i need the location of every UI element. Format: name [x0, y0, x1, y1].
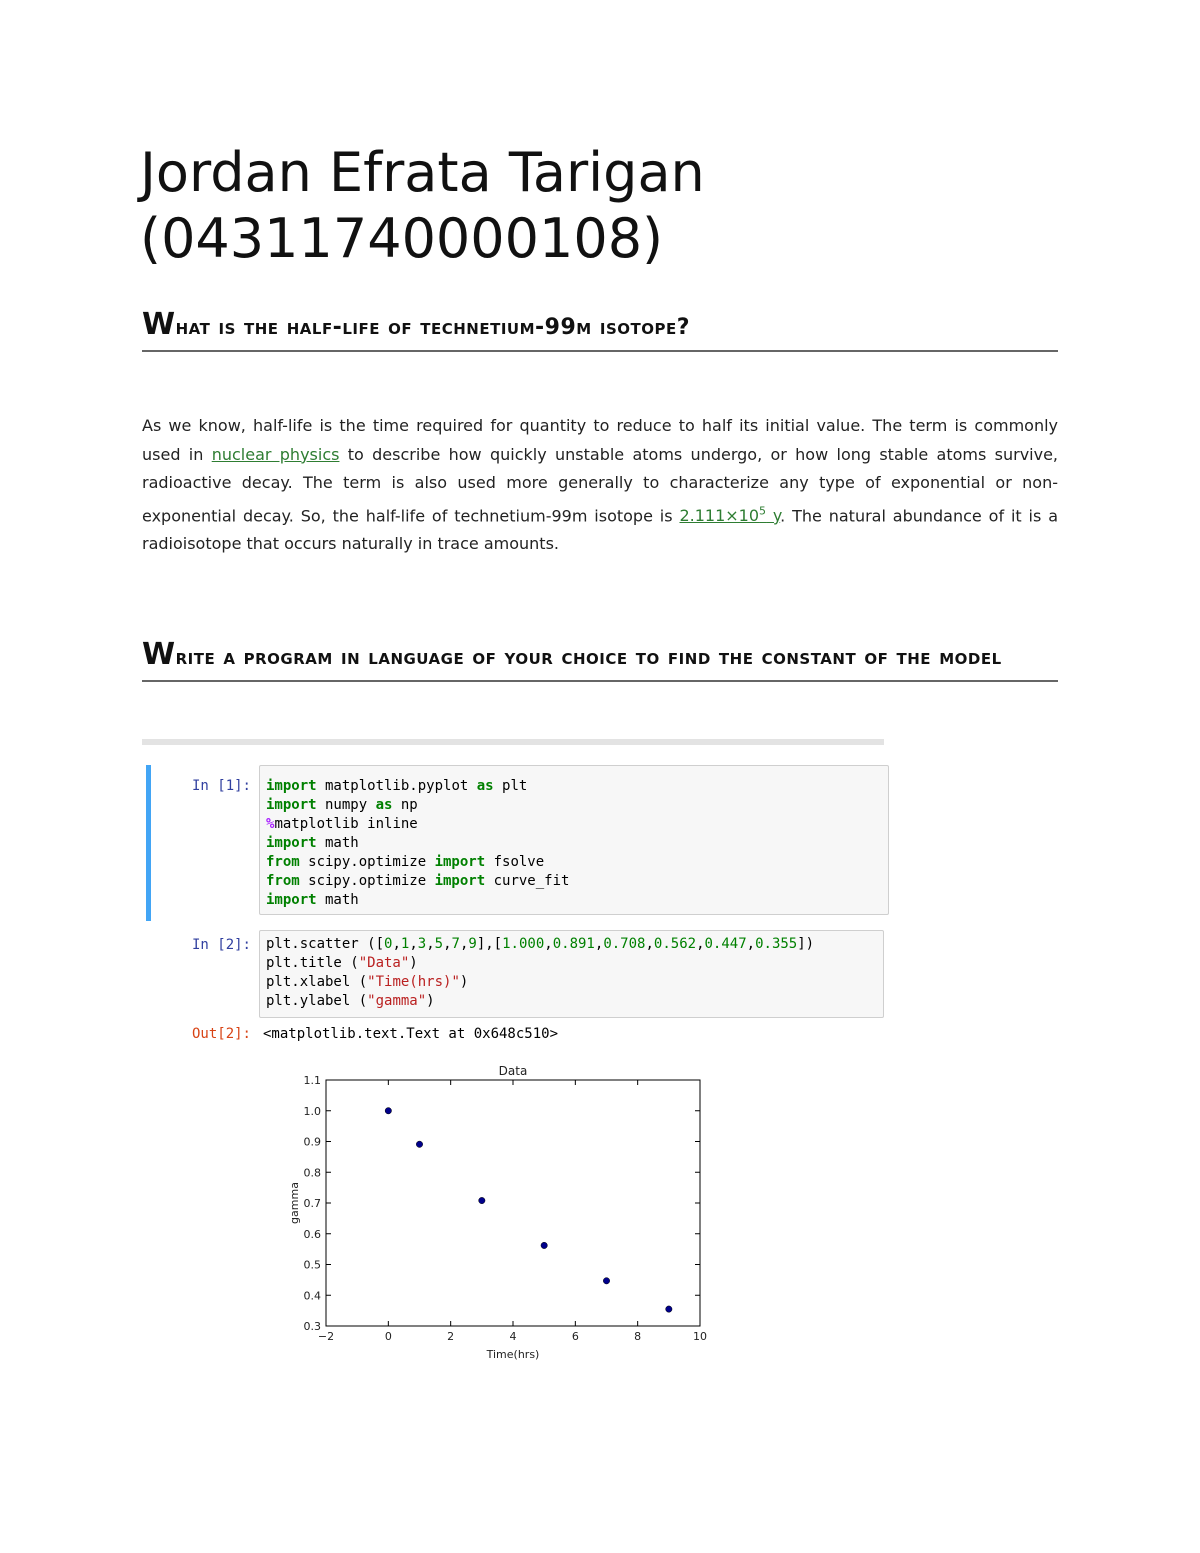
- y-tick-label: 0.6: [303, 1227, 321, 1241]
- code-line: plt.xlabel ("Time(hrs)"): [266, 974, 469, 990]
- x-axis-label: Time(hrs): [486, 1348, 540, 1361]
- section-heading-program: [142, 632, 1058, 682]
- heading-initial: W: [142, 307, 176, 342]
- code-line: %matplotlib inline: [266, 816, 418, 832]
- out-prompt: Out[2]:: [191, 1026, 251, 1042]
- plot-frame: [326, 1080, 700, 1326]
- data-point: [416, 1141, 422, 1147]
- section-heading-half-life: [142, 302, 1058, 352]
- exponent: 5: [759, 504, 767, 518]
- code-line: import math: [266, 892, 359, 908]
- code-input[interactable]: [259, 930, 884, 1018]
- half-life-value-link[interactable]: [679, 506, 780, 525]
- y-tick-label: 0.7: [303, 1197, 321, 1210]
- author-name: Jordan Efrata Tarigan: [140, 141, 705, 204]
- cell-prompt: In [1]:: [191, 778, 251, 794]
- x-tick-label: 8: [634, 1330, 642, 1343]
- half-life-value: 2.111×10: [679, 505, 760, 525]
- x-tick-label: 6: [571, 1330, 579, 1343]
- heading-text: hat is the half-life of technetium-99m isotope?: [175, 315, 690, 340]
- data-point: [603, 1278, 609, 1284]
- code-cell-2[interactable]: [146, 930, 884, 1018]
- code-line: import matplotlib.pyplot as plt: [266, 778, 528, 794]
- code-line: plt.scatter ([0,1,3,5,7,9],[1.000,0.891,0.708,0.562,0.447,0.355]): [266, 936, 815, 952]
- y-tick-label: 1.0: [303, 1104, 321, 1118]
- paragraph-text: . The natural abundance of it is a radioisotope that occurs naturally in trace amounts.: [142, 505, 1059, 554]
- code-line: plt.ylabel ("gamma"): [266, 993, 435, 1009]
- code-line: from scipy.optimize import curve_fit: [266, 873, 570, 889]
- document-title: [140, 140, 1060, 272]
- data-point: [385, 1108, 391, 1114]
- y-tick-label: 0.9: [303, 1135, 321, 1149]
- nuclear-physics-link[interactable]: nuclear physics: [211, 444, 340, 464]
- code-line: import math: [266, 835, 359, 851]
- y-tick-label: 0.4: [303, 1289, 321, 1303]
- data-point: [479, 1197, 485, 1203]
- y-tick-label: 0.3: [303, 1320, 321, 1333]
- heading-initial: W: [142, 637, 176, 672]
- x-tick-label: 2: [447, 1330, 455, 1343]
- y-tick-label: 1.1: [303, 1074, 321, 1087]
- chart-title: Data: [498, 1064, 528, 1078]
- output-cell-2: [146, 1025, 884, 1049]
- data-point: [541, 1242, 547, 1248]
- half-life-paragraph: [142, 412, 1058, 559]
- code-line: import numpy as np: [266, 797, 418, 813]
- paragraph-text: As we know, half-life is the time required for quantity to reduce to half its initial value. The term is commonly used in: [142, 416, 1058, 464]
- code-line: plt.title ("Data"): [266, 955, 418, 971]
- paragraph-text: to describe how quickly unstable atoms undergo, or how long stable atoms survive, radioactive decay. The term is also used more generally to characterize any type of exponential or non-exponential decay. So, the half-life of technetium-99m isotope is: [142, 444, 1059, 525]
- x-tick-label: 10: [693, 1330, 707, 1343]
- data-point: [666, 1306, 672, 1312]
- x-tick-label: 4: [509, 1330, 517, 1343]
- code-cell-1[interactable]: [146, 765, 889, 921]
- y-tick-label: 0.5: [303, 1258, 321, 1272]
- unit: y: [766, 505, 781, 525]
- output-text: <matplotlib.text.Text at 0x648c510>: [263, 1026, 559, 1042]
- code-line: from scipy.optimize import fsolve: [266, 854, 545, 870]
- cell-prompt: In [2]:: [191, 937, 251, 953]
- y-tick-label: 0.8: [303, 1166, 321, 1180]
- scatter-chart: [280, 1062, 720, 1367]
- code-input[interactable]: [259, 765, 889, 915]
- chart-svg: [280, 1062, 720, 1367]
- x-tick-label: 0: [384, 1330, 392, 1343]
- notebook-toolbar-strip: [142, 739, 884, 745]
- y-axis-label: gamma: [288, 1182, 301, 1224]
- heading-text: rite a program in language of your choice to find the constant of the model: [175, 645, 1002, 670]
- x-tick-label: −2: [317, 1330, 335, 1343]
- student-id: (04311740000108): [140, 207, 664, 270]
